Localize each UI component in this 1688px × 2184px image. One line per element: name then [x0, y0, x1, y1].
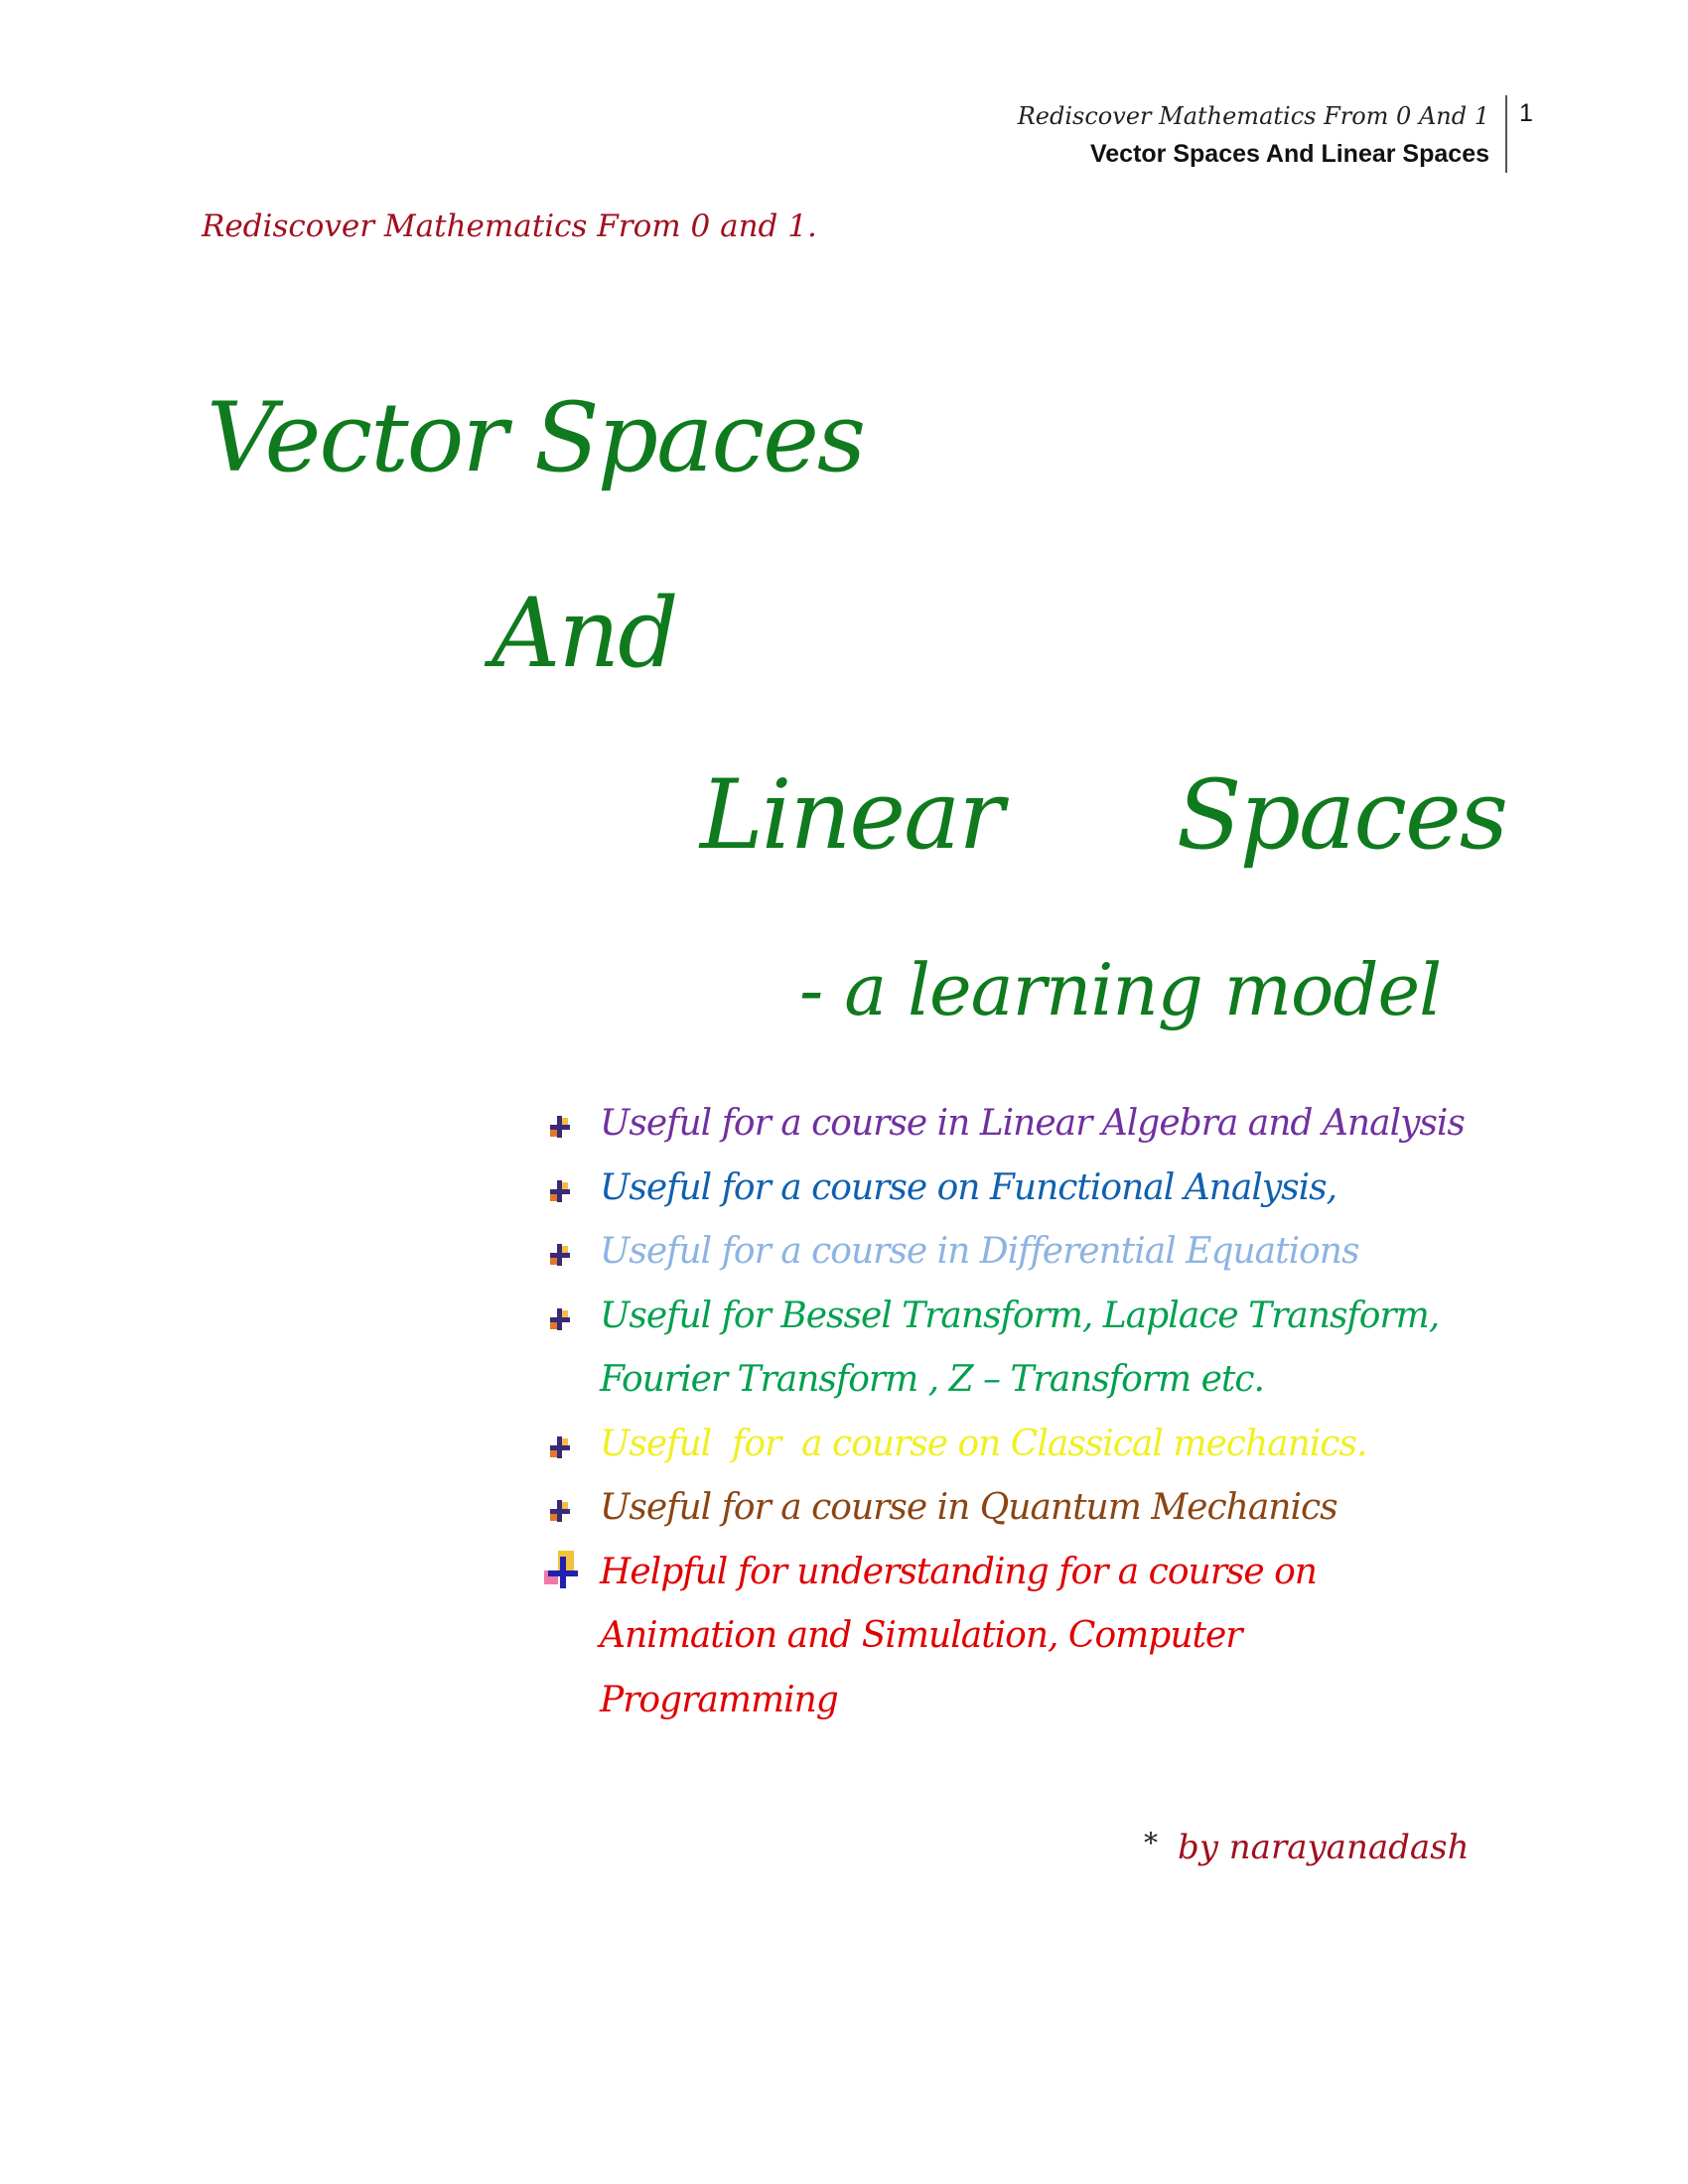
header-series: Rediscover Mathematics From 0 And 1 — [1017, 102, 1489, 130]
list-item — [548, 1157, 1541, 1221]
bullet-text: Helpful for understanding for a course on — [600, 1551, 1317, 1592]
page-number: 1 — [1519, 99, 1533, 127]
bullet-plus-icon — [548, 1436, 570, 1458]
bullet-text-continued: Fourier Transform , Z – Transform etc. — [600, 1359, 1264, 1400]
author-line — [1144, 1827, 1470, 1867]
bullet-text: Useful for a course on Functional Analysis, — [600, 1166, 1337, 1208]
running-header — [1018, 97, 1489, 173]
title-line-2: And — [492, 578, 677, 689]
bullet-text: Useful for a course in Quantum Mechanics — [600, 1487, 1337, 1528]
title-line-3: Linear Spaces — [700, 759, 1507, 871]
list-item — [548, 1285, 1541, 1413]
bullet-plus-icon — [548, 1500, 570, 1522]
bullet-plus-icon — [548, 1116, 570, 1138]
bullet-text: Useful for a course in Differential Equations — [600, 1231, 1359, 1272]
bullet-plus-icon — [548, 1244, 570, 1266]
bullet-plus-large-icon — [544, 1551, 584, 1590]
list-item — [548, 1541, 1541, 1733]
list-item — [548, 1092, 1541, 1157]
list-item — [548, 1220, 1541, 1285]
bullet-list — [548, 1092, 1541, 1732]
series-line: Rediscover Mathematics From 0 and 1. — [202, 208, 817, 244]
header-title: Vector Spaces And Linear Spaces — [1089, 140, 1489, 168]
star-icon: * — [1144, 1827, 1158, 1859]
bullet-text: Useful for a course in Linear Algebra and Analysis — [600, 1103, 1465, 1144]
bullet-plus-icon — [548, 1180, 570, 1202]
header-divider — [1505, 95, 1507, 173]
bullet-text-continued: Programming — [600, 1679, 838, 1720]
title-line-1: Vector Spaces — [207, 382, 865, 493]
bullet-text: Useful for a course on Classical mechanics. — [600, 1423, 1367, 1464]
subtitle: - a learning model — [799, 948, 1442, 1031]
list-item — [548, 1476, 1541, 1541]
bullet-plus-icon — [548, 1308, 570, 1330]
author-text: by narayanadash — [1178, 1828, 1470, 1867]
list-item — [548, 1413, 1541, 1477]
bullet-text-continued: Animation and Simulation, Computer — [600, 1615, 1242, 1656]
bullet-text: Useful for Bessel Transform, Laplace Transform, — [600, 1295, 1440, 1336]
